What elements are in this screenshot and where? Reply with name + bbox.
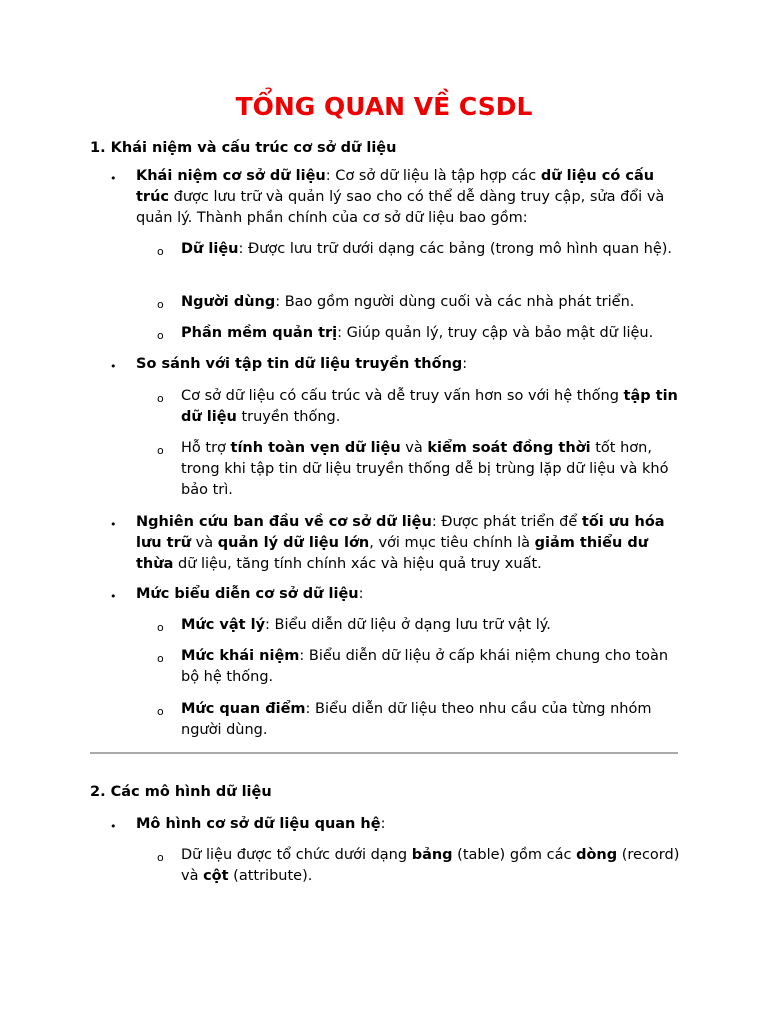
page-title: TỔNG QUAN VỀ CSDL	[235, 92, 533, 121]
horizontal-divider	[90, 752, 678, 754]
sub-bullet-marker: o	[157, 652, 164, 665]
list-item: Khái niệm cơ sở dữ liệu: Cơ sở dữ liệu là tập hợp các dữ liệu có cấu trúc được lưu trữ và quản lý sao cho có thể dễ dàng truy cập, sửa đổi và quản lý. Thành phần chính của cơ sở dữ liệu bao gồm:	[136, 168, 665, 226]
list-item: So sánh với tập tin dữ liệu truyền thống:	[136, 356, 468, 372]
list-item: Mức biểu diễn cơ sở dữ liệu:	[136, 586, 364, 602]
bullet-marker: •	[110, 518, 117, 531]
sub-bullet-marker: o	[157, 298, 164, 311]
sub-bullet-marker: o	[157, 392, 164, 405]
sub-list-item: Người dùng: Bao gồm người dùng cuối và các nhà phát triển.	[181, 294, 635, 310]
bullet-marker: •	[110, 590, 117, 603]
sub-bullet-marker: o	[157, 705, 164, 718]
sub-bullet-marker: o	[157, 245, 164, 258]
sub-list-item: Mức vật lý: Biểu diễn dữ liệu ở dạng lưu trữ vật lý.	[181, 617, 551, 633]
sub-bullet-marker: o	[157, 621, 164, 634]
bullet-marker: •	[110, 820, 117, 833]
sub-list-item: Dữ liệu được tổ chức dưới dạng bảng (table) gồm các dòng (record) và cột (attribute).	[181, 847, 680, 884]
sub-list-item: Mức quan điểm: Biểu diễn dữ liệu theo nhu cầu của từng nhóm người dùng.	[181, 701, 652, 738]
sub-list-item: Mức khái niệm: Biểu diễn dữ liệu ở cấp khái niệm chung cho toàn bộ hệ thống.	[181, 648, 669, 685]
sub-list-item: Dữ liệu: Được lưu trữ dưới dạng các bảng (trong mô hình quan hệ).	[181, 241, 673, 257]
sub-list-item: Hỗ trợ tính toàn vẹn dữ liệu và kiểm soát đồng thời tốt hơn, trong khi tập tin dữ liệu truyền thống dễ bị trùng lặp dữ liệu và khó bảo trì.	[181, 440, 669, 498]
list-item: Mô hình cơ sở dữ liệu quan hệ:	[136, 816, 386, 832]
section-heading-1: 1. Khái niệm và cấu trúc cơ sở dữ liệu	[90, 140, 397, 156]
sub-bullet-marker: o	[157, 329, 164, 342]
bullet-marker: •	[110, 360, 117, 373]
sub-bullet-marker: o	[157, 444, 164, 457]
list-item: Nghiên cứu ban đầu về cơ sở dữ liệu: Được phát triển để tối ưu hóa lưu trữ và quản lý dữ liệu lớn, với mục tiêu chính là giảm thiểu dư thừa dữ liệu, tăng tính chính xác và hiệu quả truy xuất.	[136, 514, 665, 572]
sub-bullet-marker: o	[157, 851, 164, 864]
section-heading-2: 2. Các mô hình dữ liệu	[90, 784, 272, 800]
sub-list-item: Phần mềm quản trị: Giúp quản lý, truy cập và bảo mật dữ liệu.	[181, 325, 654, 341]
sub-list-item: Cơ sở dữ liệu có cấu trúc và dễ truy vấn hơn so với hệ thống tập tin dữ liệu truyền thống.	[181, 388, 678, 425]
bullet-marker: •	[110, 172, 117, 185]
